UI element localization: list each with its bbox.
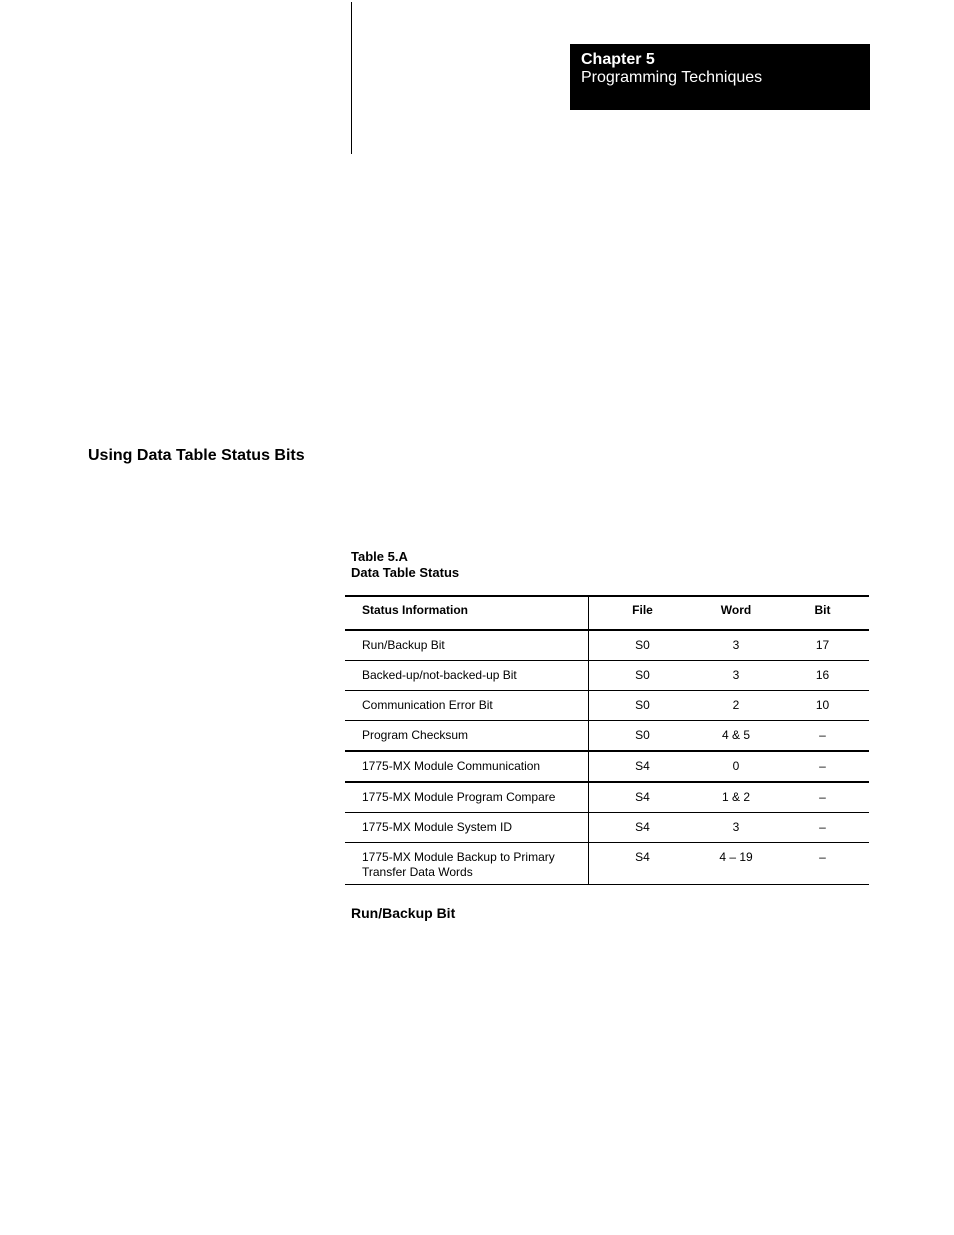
table-row <box>345 661 869 691</box>
cell-file: S4 <box>589 813 697 843</box>
table-row <box>345 751 869 782</box>
section-heading: Using Data Table Status Bits <box>88 447 305 464</box>
table-row <box>345 813 869 843</box>
cell-word: 4 – 19 <box>696 843 776 885</box>
cell-info <box>345 843 589 885</box>
col-header-file: File <box>589 596 697 630</box>
cell-word: 2 <box>696 691 776 721</box>
table-number: Table 5.A <box>351 549 408 564</box>
cell-word: 4 & 5 <box>696 721 776 752</box>
cell-bit: 16 <box>776 661 869 691</box>
table-row <box>345 782 869 813</box>
cell-info-line: 1775-MX Module Backup to Primary <box>362 850 555 864</box>
chapter-header <box>570 44 870 110</box>
cell-info: 1775-MX Module System ID <box>345 813 589 843</box>
cell-bit: – <box>776 751 869 782</box>
cell-word: 0 <box>696 751 776 782</box>
col-header-bit: Bit <box>776 596 869 630</box>
chapter-number: Chapter 5 <box>581 51 655 68</box>
cell-word: 1 & 2 <box>696 782 776 813</box>
cell-bit: 17 <box>776 630 869 661</box>
chapter-title: Programming Techniques <box>581 69 763 86</box>
table-row <box>345 691 869 721</box>
cell-info: 1775-MX Module Communication <box>345 751 589 782</box>
data-table-status <box>345 595 869 885</box>
table-caption <box>351 549 459 581</box>
table-header-row <box>345 596 869 630</box>
cell-info: 1775-MX Module Program Compare <box>345 782 589 813</box>
cell-info-line: Transfer Data Words <box>362 865 473 879</box>
cell-bit: – <box>776 721 869 752</box>
cell-info: Backed-up/not-backed-up Bit <box>345 661 589 691</box>
subheading-run-backup-bit: Run/Backup Bit <box>351 905 456 921</box>
col-header-word: Word <box>696 596 776 630</box>
cell-word: 3 <box>696 661 776 691</box>
cell-file: S4 <box>589 782 697 813</box>
table-row <box>345 843 869 885</box>
cell-file: S0 <box>589 721 697 752</box>
cell-file: S0 <box>589 630 697 661</box>
col-header-status-information: Status Information <box>345 596 589 630</box>
table-title: Data Table Status <box>351 565 460 580</box>
cell-word: 3 <box>696 630 776 661</box>
cell-info: Run/Backup Bit <box>345 630 589 661</box>
cell-file: S4 <box>589 843 697 885</box>
cell-file: S4 <box>589 751 697 782</box>
cell-file: S0 <box>589 661 697 691</box>
cell-info: Communication Error Bit <box>345 691 589 721</box>
cell-bit: – <box>776 813 869 843</box>
cell-file: S0 <box>589 691 697 721</box>
cell-word: 3 <box>696 813 776 843</box>
cell-bit: – <box>776 843 869 885</box>
cell-info: Program Checksum <box>345 721 589 752</box>
cell-bit: – <box>776 782 869 813</box>
cell-bit: 10 <box>776 691 869 721</box>
margin-rule <box>351 2 352 154</box>
table-row <box>345 630 869 661</box>
table-row <box>345 721 869 752</box>
